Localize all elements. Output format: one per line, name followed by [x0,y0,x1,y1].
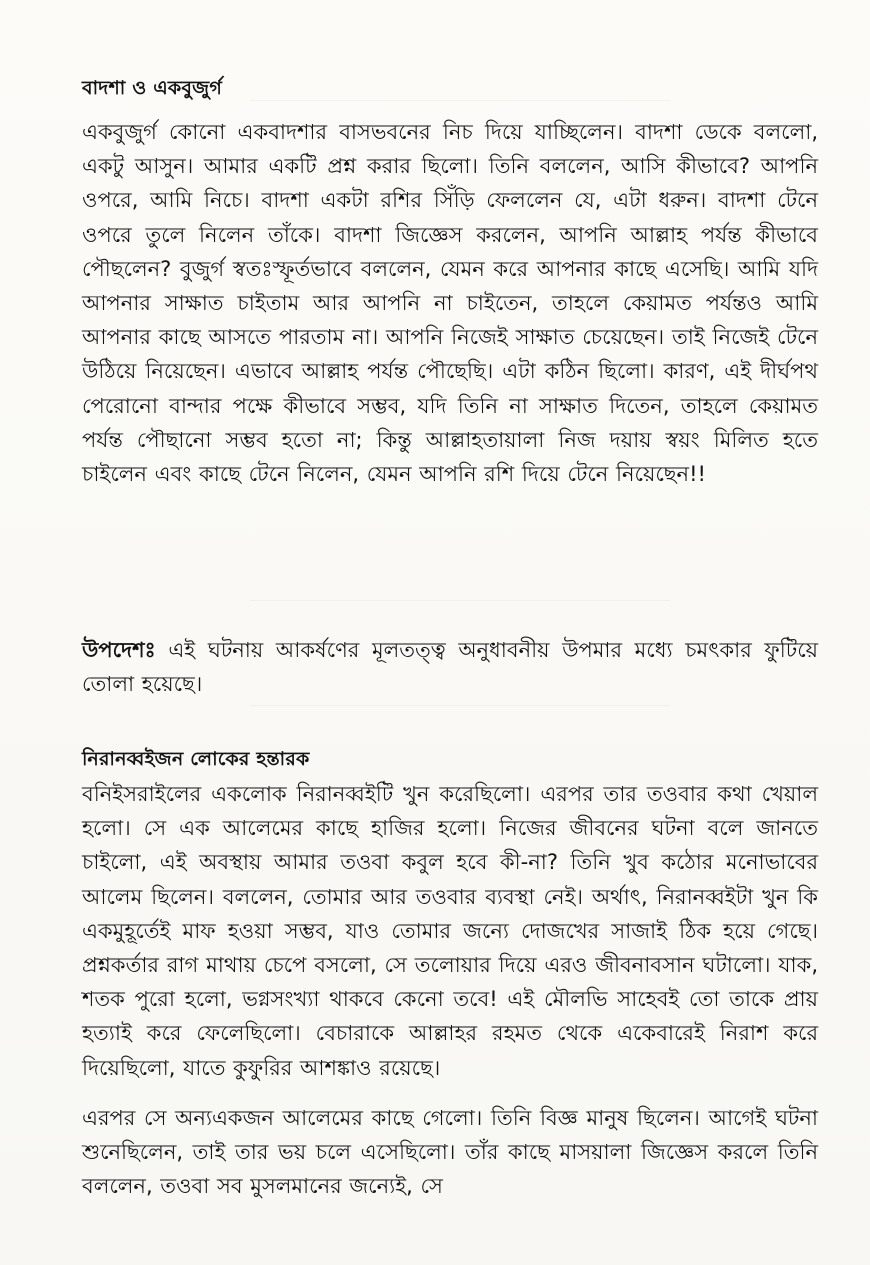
moral-text: এই ঘটনায় আকর্ষণের মূলতত্ত্ব অনুধাবনীয় উপমার মধ্যে চমৎকার ফুটিয়ে তোলা হয়েছে। [82,638,818,697]
story-title-killer: নিরানব্বইজন লোকের হন্তারক [82,748,310,770]
show-through-line [250,600,670,601]
story-body-killer: বনিইসরাইলের একলোক নিরানব্বইটি খুন করেছিলো। এরপর তার তওবার কথা খেয়াল হলো। সে এক আলেমের কাছে হাজির হলো। নিজের জীবনের ঘটনা বলে জানতে চাইলো, এই অবস্থায় আমার তওবা কবুল হবে কী-না? তিনি খুব কঠোর মনোভাবের আলেম ছিলেন। বললেন, তোমার আর তওবার ব্যবস্থা নেই। অর্থাৎ, নিরানব্বইটা খুন কি একমুহূর্তেই মাফ হওয়া সম্ভব, যাও তোমার জন্যে দোজখের সাজাই ঠিক হয়ে গেছে। প্রশ্নকর্তার রাগ মাথায় চেপে বসলো, সে তলোয়ার দিয়ে এরও জীবনাবসান ঘটালো। যাক, শতক পুরো হলো, ভগ্নসংখ্যা থাকবে কেনো তবে! এই মৌলভি সাহেবই তো তাকে প্রায় হত্যাই করে ফেলেছিলো। বেচারাকে আল্লাহর রহমত থেকে একেবারেই নিরাশ করে দিয়েছিলো, যাতে কুফুরির আশঙ্কাও রয়েছে। [82,782,818,1080]
story-body-badshah: একবুজুর্গ কোনো একবাদশার বাসভবনের নিচ দিয়ে যাচ্ছিলেন। বাদশা ডেকে বললো, একটু আসুন। আমার একটি প্রশ্ন করার ছিলো। তিনি বললেন, আসি কীভাবে? আপনি ওপরে, আমি নিচে। বাদশা একটা রশির সিঁড়ি ফেললেন যে, এটা ধরুন। বাদশা টেনে ওপরে তুলে নিলেন তাঁকে। বাদশা জিজ্ঞেস করলেন, আপনি আল্লাহ পর্যন্ত কীভাবে পৌছলেন? বুজুর্গ স্বতঃস্ফূর্তভাবে বললেন, যেমন করে আপনার কাছে এসেছি। আমি যদি আপনার সাক্ষাত চাইতাম আর আপনি না চাইতেন, তাহলে কেয়ামত পর্যন্তও আমি আপনার কাছে আসতে পারতাম না। আপনি নিজেই সাক্ষাত চেয়েছেন। তাই নিজেই টেনে উঠিয়ে নিয়েছেন। এভাবে আল্লাহ পর্যন্ত পৌছেছি। এটা কঠিন ছিলো। কারণ, এই দীর্ঘপথ পেরোনো বান্দার পক্ষে কীভাবে সম্ভব, যদি তিনি না সাক্ষাত দিতেন, তাহলে কেয়ামত পর্যন্ত পৌছানো সম্ভব হতো না; কিন্তু আল্লাহতায়ালা নিজ দয়ায় স্বয়ং মিলিত হতে চাইলেন এবং কাছে টেনে নিলেন, যেমন আপনি রশি দিয়ে টেনে নিয়েছেন!! [82,120,818,487]
show-through-line [250,705,670,706]
moral-label: উপদেশঃ [82,638,156,662]
moral-paragraph [82,633,818,701]
story-body-killer-continued: এরপর সে অন্যএকজন আলেমের কাছে গেলো। তিনি বিজ্ঞ মানুষ ছিলেন। আগেই ঘটনা শুনেছিলেন, তাই তার ভয় চলে এসেছিলো। তাঁর কাছে মাসয়ালা জিজ্ঞেস করলে তিনি বললেন, তওবা সব মুসলমানের জন্যেই, সে [82,1106,818,1199]
story-title-badshah: বাদশা ও একবুজুর্গ [82,77,223,99]
